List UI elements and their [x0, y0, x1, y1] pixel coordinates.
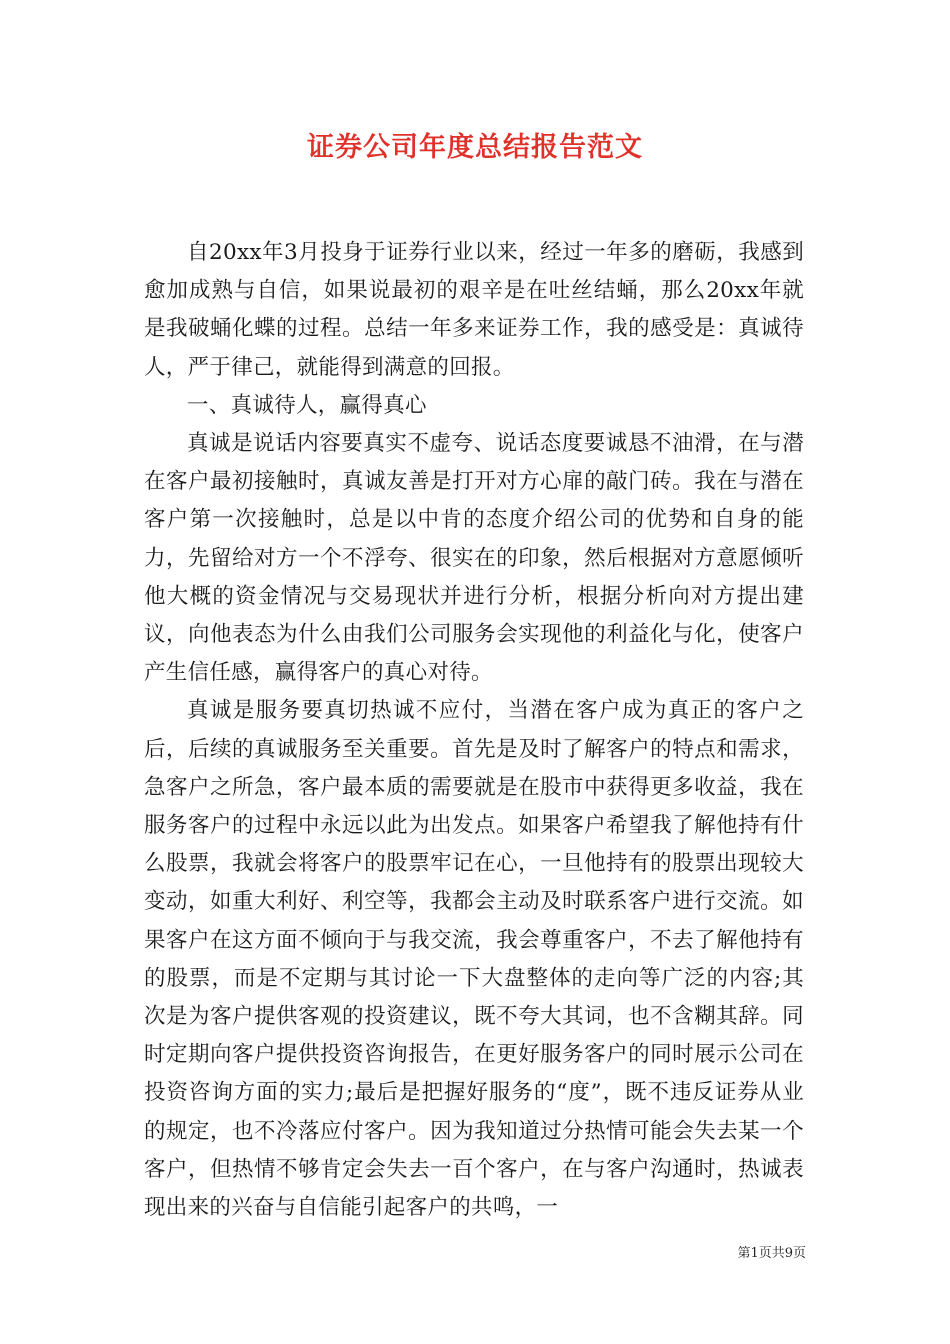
document-title: 证券公司年度总结报告范文 [307, 132, 643, 163]
section-heading: 一、真诚待人，赢得真心 [187, 392, 427, 418]
paragraph-intro: 自20xx年3月投身于证券行业以来，经过一年多的磨砺，我感到愈加成熟与自信，如果说最初的艰辛是在吐丝结蛹，那么20xx年就是我破蛹化蝶的过程。总结一年多来证券工作，我的感受是：真诚待人，严于律己，就能得到满意的回报。 [144, 240, 804, 380]
page-number: 第1页共9页 [737, 1246, 806, 1261]
document-body [144, 234, 804, 1227]
paragraph-sincere-speech: 真诚是说话内容要真实不虚夸、说话态度要诚恳不油滑，在与潜在客户最初接触时，真诚友善是打开对方心扉的敲门砖。我在与潜在客户第一次接触时，总是以中肯的态度介绍公司的优势和自身的能力，先留给对方一个不浮夸、很实在的印象，然后根据对方意愿倾听他大概的资金情况与交易现状并进行分析，根据分析向对方提出建议，向他表态为什么由我们公司服务会实现他的利益化与化，使客户产生信任感，赢得客户的真心对待。 [144, 431, 804, 686]
paragraph-sincere-service: 真诚是服务要真切热诚不应付，当潜在客户成为真正的客户之后，后续的真诚服务至关重要。首先是及时了解客户的特点和需求，急客户之所急，客户最本质的需要就是在股市中获得更多收益，我在服务客户的过程中永远以此为出发点。如果客户希望我了解他持有什么股票，我就会将客户的股票牢记在心，一旦他持有的股票出现较大变动，如重大利好、利空等，我都会主动及时联系客户进行交流。如果客户在这方面不倾向于与我交流，我会尊重客户，不去了解他持有的股票，而是不定期与其讨论一下大盘整体的走向等广泛的内容;其次是为客户提供客观的投资建议，既不夸大其词，也不含糊其辞。同时定期向客户提供投资咨询报告，在更好服务客户的同时展示公司在投资咨询方面的实力;最后是把握好服务的“度”，既不违反证券从业的规定，也不冷落应付客户。因为我知道过分热情可能会失去某一个客户，但热情不够肯定会失去一百个客户，在与客户沟通时，热诚表现出来的兴奋与自信能引起客户的共鸣，一 [144, 698, 804, 1221]
